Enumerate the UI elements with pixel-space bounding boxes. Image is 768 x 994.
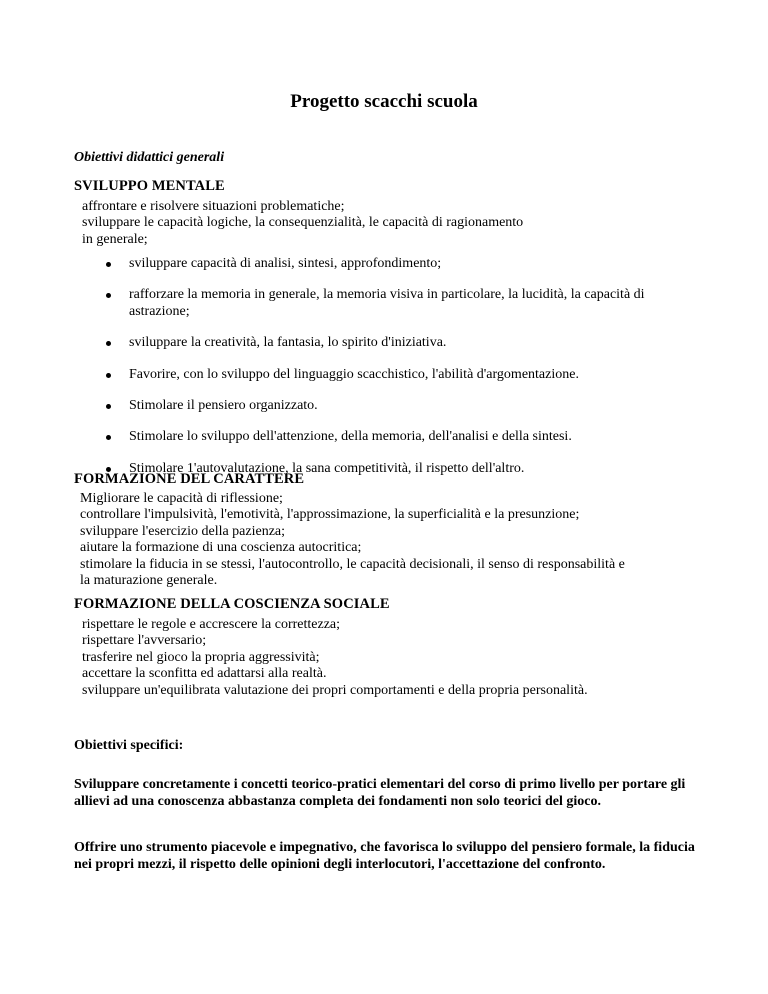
- list-item-text: sviluppare la creatività, la fantasia, lo spirito d'iniziativa.: [129, 335, 447, 351]
- list-item: [101, 335, 701, 351]
- bullet-icon: [106, 435, 111, 440]
- list-item-text: Favorire, con lo sviluppo del linguaggio scacchistico, l'abilità d'argomentazione.: [129, 366, 579, 382]
- section-heading-social-conscience: FORMAZIONE DELLA COSCIENZA SOCIALE: [74, 596, 390, 612]
- mental-development-bullet-list: [101, 256, 701, 492]
- section-heading-character-formation: FORMAZIONE DEL CARATTERE: [74, 471, 305, 487]
- list-item: [101, 256, 701, 272]
- page-title: Progetto scacchi scuola: [290, 91, 478, 112]
- character-formation-text: [80, 491, 625, 589]
- mental-development-text: [82, 199, 523, 248]
- text-line: stimolare la fiducia in se stessi, l'autocontrollo, le capacità decisionali, il senso di responsabilità e: [80, 556, 625, 572]
- bullet-icon: [106, 262, 111, 267]
- list-item: [101, 429, 701, 445]
- list-item-text: Stimolare 1'autovalutazione, la sana competitività, il rispetto dell'altro.: [129, 460, 525, 476]
- text-line: sviluppare l'esercizio della pazienza;: [80, 523, 286, 539]
- text-line: la maturazione generale.: [80, 573, 218, 589]
- list-item: [101, 398, 701, 414]
- text-line: rispettare le regole e accrescere la correttezza;: [82, 617, 341, 632]
- list-item-text: sviluppare capacità di analisi, sintesi, approfondimento;: [129, 256, 442, 271]
- general-objectives-heading: Obiettivi didattici generali: [74, 150, 225, 165]
- text-line: aiutare la formazione di una coscienza autocritica;: [80, 540, 362, 556]
- text-line: in generale;: [82, 231, 148, 247]
- list-item: [101, 287, 701, 320]
- text-line: controllare l'impulsività, l'emotività, l'approssimazione, la superficialità e la presunzione;: [80, 507, 580, 523]
- list-item-text: Stimolare lo sviluppo dell'attenzione, della memoria, dell'analisi e della sintesi.: [129, 429, 572, 445]
- specific-objectives-heading: Obiettivi specifici:: [74, 738, 184, 753]
- bullet-icon: [106, 341, 111, 346]
- text-line: rispettare l'avversario;: [82, 633, 207, 649]
- bullet-icon: [106, 404, 111, 409]
- text-line: Migliorare le capacità di riflessione;: [80, 491, 283, 506]
- social-conscience-text: [82, 617, 588, 699]
- list-item-text: rafforzare la memoria in generale, la memoria visiva in particolare, la lucidità, la capacità di astrazione;: [129, 287, 645, 319]
- section-heading-mental-development: SVILUPPO MENTALE: [74, 178, 225, 194]
- list-item: [101, 367, 701, 383]
- text-line: sviluppare un'equilibrata valutazione dei propri comportamenti e della propria personalità.: [82, 682, 588, 698]
- text-line: sviluppare le capacità logiche, la consequenzialità, le capacità di ragionamento: [82, 215, 524, 231]
- text-line: affrontare e risolvere situazioni problematiche;: [82, 199, 345, 214]
- list-item-text: Stimolare il pensiero organizzato.: [129, 398, 318, 414]
- text-line: trasferire nel gioco la propria aggressività;: [82, 649, 320, 665]
- bullet-icon: [106, 373, 111, 378]
- specific-objectives-paragraph: Offrire uno strumento piacevole e impegnativo, che favorisca lo sviluppo del pensiero formale, la fiducia nei propri mezzi, il rispetto delle opinioni degli interlocutori, l'accettazione del confronto.: [74, 840, 695, 872]
- specific-objectives-paragraph: Sviluppare concretamente i concetti teorico-pratici elementari del corso di primo livello per portare gli allievi ad una conoscenza abbastanza completa dei fondamenti non solo teorici del gioco.: [74, 777, 686, 809]
- text-line: accettare la sconfitta ed adattarsi alla realtà.: [82, 666, 327, 682]
- bullet-icon: [106, 293, 111, 298]
